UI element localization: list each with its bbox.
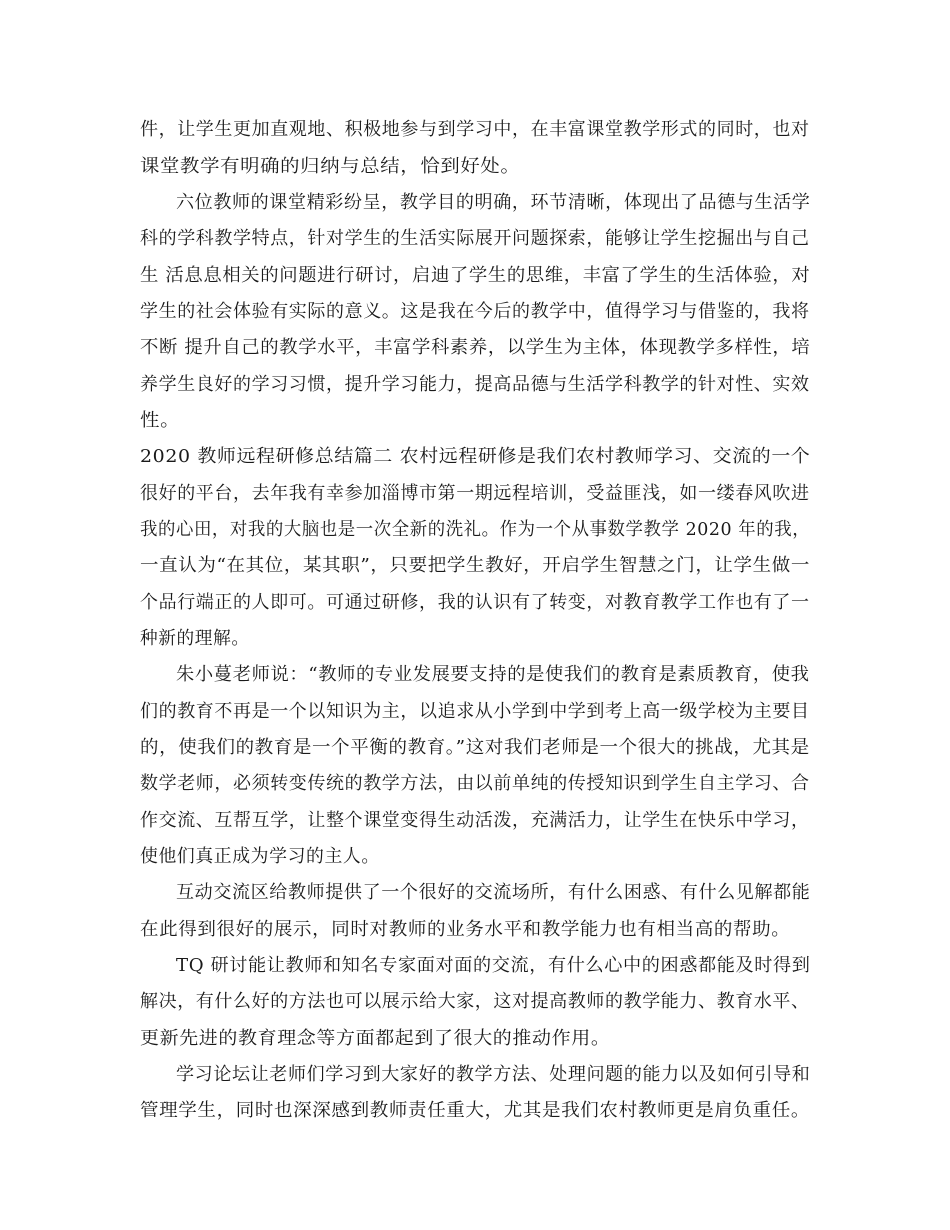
text-line: 性。 xyxy=(140,410,181,431)
text-line: 学习论坛让老师们学习到大家好的教学方法、处理问题的能力以及如何引导和 xyxy=(176,1064,811,1085)
text-line: 件，让学生更加直观地、积极地参与到学习中，在丰富课堂教学形式的同时，也对 xyxy=(140,119,810,140)
text-line: 课堂教学有明确的归纳与总结，恰到好处。 xyxy=(140,156,521,177)
text-line: 生 活息息相关的问题进行研讨，启迪了学生的思维，丰富了学生的生活体验，对 xyxy=(140,265,811,286)
text-line: 养学生良好的学习习惯，提升学习能力，提高品德与生活学科教学的针对性、实效 xyxy=(140,374,810,395)
text-line: 我的心田，对我的大脑也是一次全新的洗礼。作为一个从事数学教学 2020 年的我， xyxy=(140,519,811,540)
text-line: 互动交流区给教师提供了一个很好的交流场所，有什么困惑、有什么见解都能 xyxy=(176,882,811,903)
text-line: 学生的社会体验有实际的意义。这是我在今后的教学中，值得学习与借鉴的，我将 xyxy=(140,301,810,322)
text-line: 们的教育不再是一个以知识为主，以追求从小学到中学到考上高一级学校为主要目 xyxy=(140,701,810,722)
text-line: 一直认为“在其位，某其职”，只要把学生教好，开启学生智慧之门，让学生做一 xyxy=(140,555,811,576)
text-line: TQ 研讨能让教师和知名专家面对面的交流，有什么心中的困惑都能及时得到 xyxy=(176,955,811,976)
text-line: 作交流、互帮互学，让整个课堂变得生动活泼，充满活力，让学生在快乐中学习， xyxy=(140,810,810,831)
text-line: 解决，有什么好的方法也可以展示给大家，这对提高教师的教学能力、教育水平、 xyxy=(140,991,810,1012)
text-line: 六位教师的课堂精彩纷呈，教学目的明确，环节清晰，体现出了品德与生活学 xyxy=(176,192,811,213)
text-line: 科的学科教学特点，针对学生的生活实际展开问题探索，能够让学生挖掘出与自己 xyxy=(140,228,810,249)
text-line: 管理学生，同时也深深感到教师责任重大，尤其是我们农村教师更是肩负重任。 xyxy=(140,1100,811,1121)
text-line: 很好的平台，去年我有幸参加淄博市第一期远程培训，受益匪浅，如一缕春风吹进 xyxy=(140,483,810,504)
text-line: 不断 提升自己的教学水平，丰富学科素养，以学生为主体，体现教学多样性，培 xyxy=(140,337,811,358)
text-line: 个品行端正的人即可。可通过研修，我的认识有了转变，对教育教学工作也有了一 xyxy=(140,592,810,613)
text-line: 数学老师，必须转变传统的教学方法，由以前单纯的传授知识到学生自主学习、合 xyxy=(140,773,810,794)
section-heading-line: 2020 教师远程研修总结篇二 农村远程研修是我们农村教师学习、交流的一个 xyxy=(140,446,811,467)
text-line: 的，使我们的教育是一个平衡的教育。”这对我们老师是一个很大的挑战，尤其是 xyxy=(140,737,810,758)
text-line: 在此得到很好的展示，同时对教师的业务水平和教学能力也有相当高的帮助。 xyxy=(140,919,791,940)
text-line: 朱小蔓老师说：“教师的专业发展要支持的是使我们的教育是素质教育，使我 xyxy=(176,664,810,685)
text-line: 更新先进的教育理念等方面都起到了很大的推动作用。 xyxy=(140,1028,611,1049)
text-line: 使他们真正成为学习的主人。 xyxy=(140,846,380,867)
text-line: 种新的理解。 xyxy=(140,628,250,649)
